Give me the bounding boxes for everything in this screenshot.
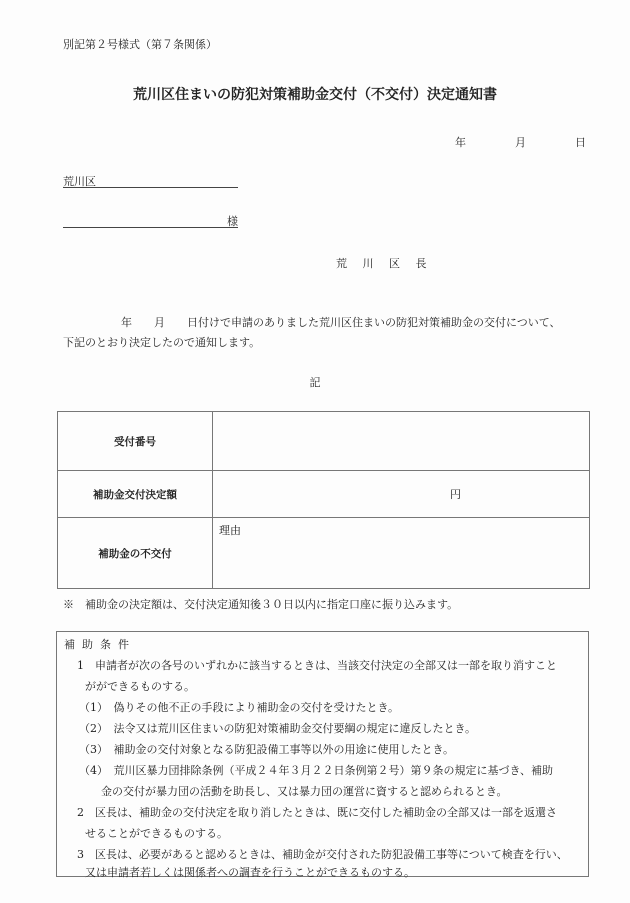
condition-line: せることができるものする。 <box>85 827 228 840</box>
condition-line: （4） 荒川区暴力団排除条例（平成２４年３月２２日条例第２号）第９条の規定に基づき、補助 <box>79 764 554 777</box>
table-row <box>58 518 590 589</box>
issue-date <box>455 134 586 150</box>
row-value: 円 <box>213 471 590 518</box>
condition-line: 金の交付が暴力団の活動を助長し、又は暴力団の運営に資すると認められるとき。 <box>101 785 508 798</box>
table-row <box>58 471 590 518</box>
body-line-1: 年 月 日付けで申請のありました荒川区住まいの防犯対策補助金の交付について、 <box>121 316 561 329</box>
condition-line: 3 区長は、必要があると認めるときは、補助金が交付された防犯設備工事等について検査を行い、 <box>77 848 568 861</box>
sender: 荒 川 区 長 <box>336 257 433 270</box>
condition-line: 2 区長は、補助金の交付決定を取り消したときは、既に交付した補助金の全部又は一部を返還さ <box>77 806 557 819</box>
date-year: 年 <box>455 136 466 149</box>
body-line-2: 下記のとおり決定したので通知します。 <box>63 336 261 349</box>
address-prefix: 荒川区 <box>63 175 96 188</box>
row-value: 理由 <box>213 518 590 589</box>
form-identifier: 別記第２号様式（第７条関係） <box>63 38 217 51</box>
row-value <box>213 412 590 471</box>
honorific: 様 <box>227 215 238 228</box>
document-title: 荒川区住まいの防犯対策補助金交付（不交付）決定通知書 <box>133 87 497 103</box>
condition-line: （1） 偽りその他不正の手段により補助金の交付を受けたとき。 <box>79 701 400 714</box>
recipient-name-field <box>63 213 238 228</box>
decision-table <box>57 411 590 589</box>
row-label: 補助金の不交付 <box>58 518 213 589</box>
conditions-box <box>56 631 589 877</box>
condition-line: 又は申請者若しくは関係者への調査を行うことができるものする。 <box>85 866 415 879</box>
footnote: ※ 補助金の決定額は、交付決定通知後３０日以内に指定口座に振り込みます。 <box>63 598 459 611</box>
row-label: 受付番号 <box>58 412 213 471</box>
conditions-heading: 補助条件 <box>64 638 136 651</box>
row-label: 補助金交付決定額 <box>58 471 213 518</box>
condition-line: （2） 法令又は荒川区住まいの防犯対策補助金交付要綱の規定に違反したとき。 <box>79 722 477 735</box>
ki-heading: 記 <box>309 376 321 389</box>
condition-line: （3） 補助金の交付対象となる防犯設備工事等以外の用途に使用したとき。 <box>79 743 455 756</box>
table-row <box>58 412 590 471</box>
recipient-address-field <box>63 173 238 188</box>
date-day: 日 <box>575 136 586 149</box>
condition-line: がができるものする。 <box>85 680 195 693</box>
date-month: 月 <box>515 136 526 149</box>
condition-line: 1 申請者が次の各号のいずれかに該当するときは、当該交付決定の全部又は一部を取り消すこと <box>77 659 557 672</box>
